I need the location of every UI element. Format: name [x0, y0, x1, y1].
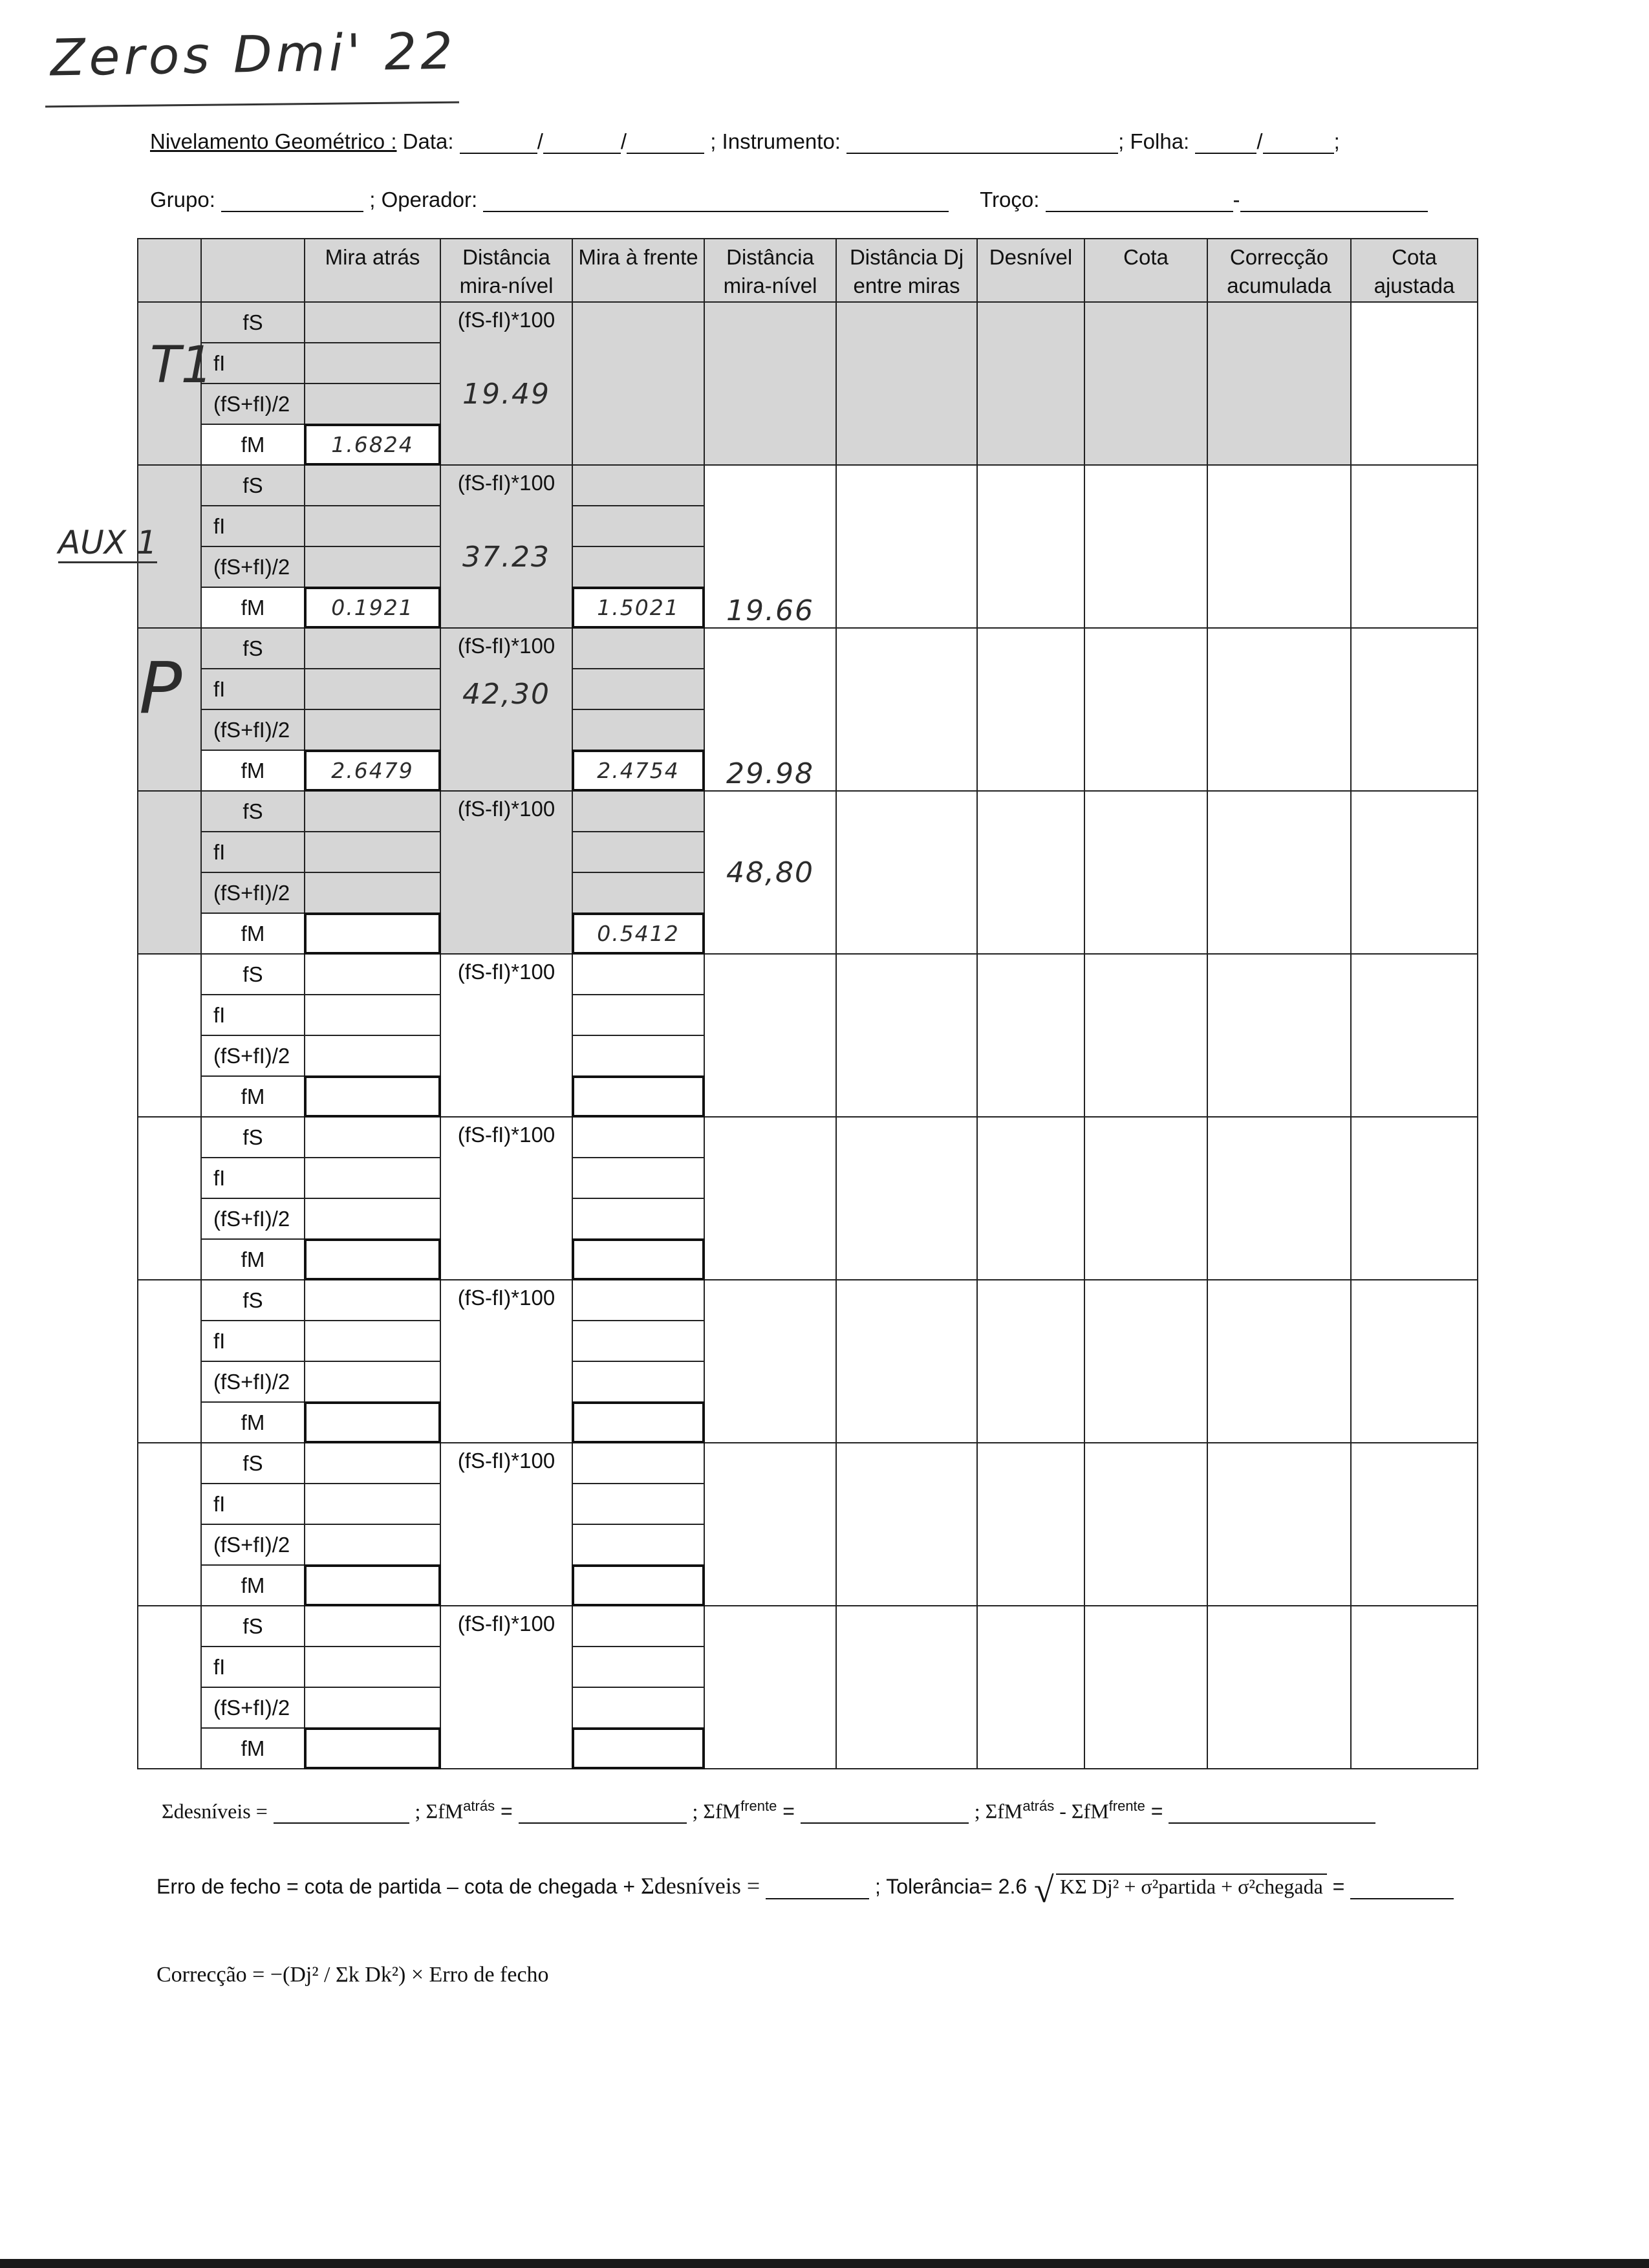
- row-label: fS: [201, 791, 305, 832]
- row-label: fS: [201, 465, 305, 506]
- header-line-1: [150, 129, 1340, 154]
- sum-diff-field[interactable]: [1169, 1803, 1375, 1824]
- row-label: fI: [201, 1484, 305, 1524]
- cota-cell[interactable]: [1084, 465, 1207, 628]
- cota-cell[interactable]: [1084, 1443, 1207, 1606]
- date-year-field[interactable]: [627, 133, 704, 154]
- header-blank-1: [138, 239, 201, 302]
- dist-formula: (fS-fI)*100: [457, 797, 555, 821]
- mira-atras-cell[interactable]: [305, 302, 440, 343]
- desnivel-cell[interactable]: [977, 954, 1084, 1117]
- dist-back-cell[interactable]: [440, 465, 572, 628]
- header-line-2: [150, 188, 1428, 212]
- row-label: fM: [201, 1565, 305, 1606]
- diff-minus-label: - ΣfM: [1054, 1799, 1109, 1823]
- sum-desniveis-label: Σdesníveis =: [162, 1799, 268, 1823]
- sum-desniveis2-field[interactable]: [766, 1879, 869, 1899]
- instrumento-label: ; Instrumento:: [710, 129, 841, 153]
- dist-back-cell[interactable]: [440, 1443, 572, 1606]
- eq-3: =: [1150, 1799, 1163, 1823]
- operador-field[interactable]: [483, 191, 949, 212]
- dist-fwd-value: 48,80: [726, 856, 814, 889]
- eq-1: =: [500, 1799, 513, 1823]
- mira-frente-fm-cell[interactable]: [572, 1728, 704, 1769]
- mira-atras-fm-cell[interactable]: [305, 1402, 440, 1443]
- troco-start-field[interactable]: [1046, 191, 1233, 212]
- sum-desniveis-field[interactable]: [274, 1803, 409, 1824]
- mira-frente-cell[interactable]: [572, 1443, 704, 1484]
- desnivel-cell[interactable]: [977, 628, 1084, 791]
- row-label: fS: [201, 302, 305, 343]
- row-label: fI: [201, 1158, 305, 1198]
- dist-formula: (fS-fI)*100: [457, 1286, 555, 1310]
- header-correccao: Correcção acumulada: [1207, 239, 1351, 302]
- troco-label: Troço:: [980, 188, 1040, 211]
- station-cell[interactable]: [138, 1117, 201, 1280]
- correccao-cell[interactable]: [1207, 1606, 1351, 1769]
- mira-frente-fm-cell[interactable]: [572, 1076, 704, 1117]
- sum-fm-atras-field[interactable]: [519, 1803, 687, 1824]
- correccao-cell[interactable]: [1207, 1443, 1351, 1606]
- header-dist-fwd: Distância mira-nível: [704, 239, 836, 302]
- row-label: fS: [201, 628, 305, 669]
- row-label: (fS+fI)/2: [201, 383, 305, 424]
- desnivel-cell[interactable]: [977, 1117, 1084, 1280]
- row-label: fM: [201, 424, 305, 465]
- dist-fwd-cell[interactable]: [704, 465, 836, 628]
- mira-atras-cell[interactable]: [305, 465, 440, 506]
- mira-frente-cell[interactable]: [572, 791, 704, 832]
- mira-frente-cell[interactable]: [572, 1687, 704, 1728]
- header-desnivel: Desnível: [977, 239, 1084, 302]
- diff-frente-sup: frente: [1108, 1798, 1145, 1814]
- row-label: fI: [201, 506, 305, 546]
- station-cell[interactable]: [138, 791, 201, 954]
- folha-sep: /: [1256, 129, 1263, 153]
- mira-frente-cell[interactable]: [572, 954, 704, 995]
- cota-ajustada-cell[interactable]: [1351, 465, 1478, 628]
- data-label: Data:: [402, 129, 454, 153]
- mira-frente-cell[interactable]: [572, 628, 704, 669]
- mira-atras-cell[interactable]: [305, 709, 440, 750]
- header-dist-dj: Distância Dj entre miras: [836, 239, 977, 302]
- mira-atras-fm-cell[interactable]: 2.6479: [305, 750, 440, 791]
- row-label: fM: [201, 750, 305, 791]
- dist-back-cell[interactable]: [440, 302, 572, 465]
- mira-atras-cell[interactable]: [305, 995, 440, 1035]
- mira-frente-cell[interactable]: [572, 302, 704, 465]
- folha-end: ;: [1333, 129, 1340, 153]
- dist-back-value: 37.23: [462, 541, 550, 574]
- row-label: (fS+fI)/2: [201, 1198, 305, 1239]
- mira-atras-cell[interactable]: [305, 1198, 440, 1239]
- mira-atras-cell[interactable]: [305, 791, 440, 832]
- dist-fwd-cell[interactable]: [704, 302, 836, 465]
- mira-frente-cell[interactable]: [572, 709, 704, 750]
- mira-atras-fm-cell[interactable]: 1.6824: [305, 424, 440, 465]
- mira-atras-cell[interactable]: [305, 1117, 440, 1158]
- row-label: fS: [201, 954, 305, 995]
- mira-atras-cell[interactable]: [305, 872, 440, 913]
- mira-frente-cell[interactable]: [572, 872, 704, 913]
- desnivel-cell[interactable]: [977, 465, 1084, 628]
- dist-formula: (fS-fI)*100: [457, 308, 555, 332]
- dist-back-cell[interactable]: [440, 1606, 572, 1769]
- table-row: [138, 791, 1478, 832]
- dist-fwd-value: 29.98: [726, 757, 814, 790]
- sum-fm-frente-field[interactable]: [801, 1803, 969, 1824]
- tolerancia-label: ; Tolerância= 2.6: [875, 1875, 1028, 1898]
- row-label: (fS+fI)/2: [201, 872, 305, 913]
- table-row: [138, 302, 1478, 343]
- row-label: fS: [201, 1606, 305, 1647]
- cota-ajustada-cell[interactable]: [1351, 628, 1478, 791]
- correccao-cell[interactable]: [1207, 791, 1351, 954]
- mira-atras-cell[interactable]: [305, 1687, 440, 1728]
- sum-diff-label: ; ΣfM: [974, 1799, 1023, 1823]
- tag-aux1: AUX 1: [58, 524, 157, 563]
- cota-cell[interactable]: [1084, 628, 1207, 791]
- header-blank-2: [201, 239, 305, 302]
- mira-atras-cell[interactable]: [305, 1035, 440, 1076]
- dist-back-value: 42,30: [462, 678, 550, 711]
- dist-fwd-cell[interactable]: [704, 954, 836, 1117]
- station-cell[interactable]: [138, 954, 201, 1117]
- form-title: Nivelamento Geométrico :: [150, 129, 397, 153]
- correccao-cell[interactable]: [1207, 1280, 1351, 1443]
- mira-frente-fm-cell[interactable]: [572, 1402, 704, 1443]
- mira-atras-cell[interactable]: [305, 1280, 440, 1321]
- dist-back-cell[interactable]: [440, 628, 572, 791]
- dist-formula: (fS-fI)*100: [457, 1123, 555, 1147]
- handwritten-title: Zeros Dmi' 22: [50, 22, 457, 88]
- row-label: (fS+fI)/2: [201, 546, 305, 587]
- tag-p: P: [139, 647, 182, 729]
- dist-dj-cell[interactable]: [836, 465, 977, 628]
- dist-formula: (fS-fI)*100: [457, 1449, 555, 1473]
- row-label: fM: [201, 1239, 305, 1280]
- dist-fwd-cell[interactable]: [704, 1443, 836, 1606]
- mira-frente-cell[interactable]: [572, 1524, 704, 1565]
- instrumento-field[interactable]: [846, 133, 1118, 154]
- table-row: [138, 465, 1478, 506]
- mira-frente-fm-cell[interactable]: [572, 1565, 704, 1606]
- cota-ajustada-cell[interactable]: [1351, 302, 1478, 465]
- correccao-cell[interactable]: [1207, 302, 1351, 465]
- row-label: fI: [201, 1321, 305, 1361]
- footer-correccao: [156, 1963, 549, 1987]
- dist-dj-cell[interactable]: [836, 628, 977, 791]
- mira-atras-cell[interactable]: [305, 546, 440, 587]
- folha-label: ; Folha:: [1118, 129, 1190, 153]
- table-row: [138, 1443, 1478, 1484]
- table-row: [138, 954, 1478, 995]
- table-row: [138, 1606, 1478, 1647]
- mira-atras-cell[interactable]: [305, 506, 440, 546]
- cota-cell[interactable]: [1084, 954, 1207, 1117]
- mira-frente-cell[interactable]: [572, 1280, 704, 1321]
- station-cell[interactable]: [138, 1280, 201, 1443]
- desnivel-cell[interactable]: [977, 1606, 1084, 1769]
- mira-atras-cell[interactable]: [305, 1484, 440, 1524]
- mira-frente-cell[interactable]: [572, 1606, 704, 1647]
- row-label: fS: [201, 1443, 305, 1484]
- table-row: [138, 628, 1478, 669]
- cota-cell[interactable]: [1084, 302, 1207, 465]
- diff-atras-sup: atrás: [1022, 1798, 1055, 1814]
- mira-frente-cell[interactable]: [572, 832, 704, 872]
- dist-back-cell[interactable]: [440, 1117, 572, 1280]
- header-cota-ajustada: Cota ajustada: [1351, 239, 1478, 302]
- dist-dj-cell[interactable]: [836, 1280, 977, 1443]
- mira-frente-cell[interactable]: [572, 1321, 704, 1361]
- mira-frente-cell[interactable]: [572, 1117, 704, 1158]
- date-day-field[interactable]: [460, 133, 537, 154]
- row-label: fI: [201, 669, 305, 709]
- eq-4: =: [1332, 1875, 1345, 1898]
- cota-ajustada-cell[interactable]: [1351, 954, 1478, 1117]
- row-label: fM: [201, 913, 305, 954]
- mira-atras-cell[interactable]: [305, 1361, 440, 1402]
- row-label: fI: [201, 343, 305, 383]
- desnivel-cell[interactable]: [977, 1280, 1084, 1443]
- erro-label: Erro de fecho = cota de partida – cota de chegada +: [156, 1875, 636, 1898]
- dist-back-value: 19.49: [462, 378, 550, 411]
- row-label: fS: [201, 1280, 305, 1321]
- mira-atras-cell[interactable]: [305, 669, 440, 709]
- tolerancia-expr: √ KΣ Dj² + σ²partida + σ²chegada: [1056, 1874, 1327, 1899]
- row-label: fI: [201, 1647, 305, 1687]
- mira-atras-cell[interactable]: [305, 1524, 440, 1565]
- scan-edge: [0, 2259, 1649, 2268]
- mira-atras-cell[interactable]: [305, 1443, 440, 1484]
- dist-fwd-cell[interactable]: [704, 1606, 836, 1769]
- mira-frente-fm-cell[interactable]: 2.4754: [572, 750, 704, 791]
- mira-atras-fm-cell[interactable]: [305, 1076, 440, 1117]
- mira-frente-cell[interactable]: [572, 546, 704, 587]
- mira-frente-cell[interactable]: [572, 465, 704, 506]
- tolerancia-field[interactable]: [1350, 1879, 1454, 1899]
- mira-atras-cell[interactable]: [305, 1606, 440, 1647]
- cota-cell[interactable]: [1084, 1606, 1207, 1769]
- row-label: fM: [201, 1402, 305, 1443]
- header-cota: Cota: [1084, 239, 1207, 302]
- dist-dj-cell[interactable]: [836, 1443, 977, 1606]
- mira-frente-cell[interactable]: [572, 506, 704, 546]
- dist-formula: (fS-fI)*100: [457, 634, 555, 658]
- sum-fm-frente-label: ; ΣfM: [692, 1799, 741, 1823]
- mira-atras-cell[interactable]: [305, 628, 440, 669]
- correccao-cell[interactable]: [1207, 465, 1351, 628]
- header-mira-atras: Mira atrás: [305, 239, 440, 302]
- header-dist-back: Distância mira-nível: [440, 239, 572, 302]
- table-body: [138, 302, 1478, 1769]
- tag-t1: T1: [150, 336, 213, 394]
- levelling-table: [137, 238, 1478, 1769]
- mira-atras-cell[interactable]: [305, 343, 440, 383]
- mira-frente-cell[interactable]: [572, 1647, 704, 1687]
- station-cell[interactable]: [138, 1606, 201, 1769]
- title-underline: [45, 102, 459, 108]
- mira-atras-fm-cell[interactable]: 0.1921: [305, 587, 440, 628]
- dist-fwd-value: 19.66: [726, 594, 814, 627]
- cota-cell[interactable]: [1084, 1117, 1207, 1280]
- correccao-formula: Correcção = −(Dj² / Σk Dk²) × Erro de fecho: [156, 1963, 549, 1987]
- row-label: fI: [201, 995, 305, 1035]
- dist-formula: (fS-fI)*100: [457, 960, 555, 984]
- dist-formula: (fS-fI)*100: [457, 1612, 555, 1636]
- dist-dj-cell[interactable]: [836, 302, 977, 465]
- correccao-cell[interactable]: [1207, 954, 1351, 1117]
- dist-dj-cell[interactable]: [836, 791, 977, 954]
- dist-formula: (fS-fI)*100: [457, 471, 555, 495]
- troco-sep: -: [1233, 188, 1240, 211]
- cota-cell[interactable]: [1084, 1280, 1207, 1443]
- cota-ajustada-cell[interactable]: [1351, 791, 1478, 954]
- cota-ajustada-cell[interactable]: [1351, 1280, 1478, 1443]
- row-label: (fS+fI)/2: [201, 1361, 305, 1402]
- correccao-cell[interactable]: [1207, 628, 1351, 791]
- grupo-label: Grupo:: [150, 188, 215, 211]
- mira-frente-cell[interactable]: [572, 1484, 704, 1524]
- mira-frente-cell[interactable]: [572, 669, 704, 709]
- cota-ajustada-cell[interactable]: [1351, 1443, 1478, 1606]
- cota-cell[interactable]: [1084, 791, 1207, 954]
- mira-atras-fm-cell[interactable]: [305, 913, 440, 954]
- dist-back-cell[interactable]: [440, 791, 572, 954]
- mira-atras-fm-cell[interactable]: [305, 1728, 440, 1769]
- mira-atras-cell[interactable]: [305, 1321, 440, 1361]
- mira-frente-fm-cell[interactable]: 1.5021: [572, 587, 704, 628]
- row-label: fM: [201, 1076, 305, 1117]
- desnivel-cell[interactable]: [977, 1443, 1084, 1606]
- cota-ajustada-cell[interactable]: [1351, 1606, 1478, 1769]
- table-row: [138, 1280, 1478, 1321]
- footer-erro: [156, 1872, 1454, 1899]
- operador-label: ; Operador:: [369, 188, 478, 211]
- dist-fwd-cell[interactable]: [704, 791, 836, 954]
- mira-atras-cell[interactable]: [305, 383, 440, 424]
- mira-frente-cell[interactable]: [572, 1198, 704, 1239]
- row-label: fM: [201, 1728, 305, 1769]
- header-mira-frente: Mira à frente: [572, 239, 704, 302]
- date-month-field[interactable]: [543, 133, 621, 154]
- mira-atras-cell[interactable]: [305, 1647, 440, 1687]
- mira-frente-cell[interactable]: [572, 1361, 704, 1402]
- date-sep-1: /: [537, 129, 543, 153]
- eq-2: =: [782, 1799, 795, 1823]
- row-label: (fS+fI)/2: [201, 1035, 305, 1076]
- dist-fwd-cell[interactable]: [704, 1117, 836, 1280]
- mira-atras-cell[interactable]: [305, 954, 440, 995]
- dist-back-cell[interactable]: [440, 954, 572, 1117]
- dist-back-cell[interactable]: [440, 1280, 572, 1443]
- mira-frente-cell[interactable]: [572, 995, 704, 1035]
- mira-frente-fm-cell[interactable]: 0.5412: [572, 913, 704, 954]
- row-label: fS: [201, 1117, 305, 1158]
- sum-desniveis2-label: Σdesníveis =: [640, 1873, 760, 1899]
- troco-end-field[interactable]: [1240, 191, 1428, 212]
- date-sep-2: /: [620, 129, 627, 153]
- table-header-row: [138, 239, 1478, 302]
- mira-atras-fm-cell[interactable]: [305, 1565, 440, 1606]
- dist-dj-cell[interactable]: [836, 1117, 977, 1280]
- mira-frente-cell[interactable]: [572, 1158, 704, 1198]
- dist-fwd-cell[interactable]: [704, 1280, 836, 1443]
- desnivel-cell[interactable]: [977, 302, 1084, 465]
- station-cell[interactable]: [138, 1443, 201, 1606]
- mira-atras-cell[interactable]: [305, 832, 440, 872]
- dist-fwd-cell[interactable]: [704, 628, 836, 791]
- footer-sums: [162, 1798, 1375, 1824]
- dist-dj-cell[interactable]: [836, 1606, 977, 1769]
- row-label: (fS+fI)/2: [201, 1687, 305, 1728]
- mira-atras-cell[interactable]: [305, 1158, 440, 1198]
- desnivel-cell[interactable]: [977, 791, 1084, 954]
- row-label: fI: [201, 832, 305, 872]
- folha-total-field[interactable]: [1263, 133, 1334, 154]
- row-label: (fS+fI)/2: [201, 1524, 305, 1565]
- dist-dj-cell[interactable]: [836, 954, 977, 1117]
- mira-atras-fm-cell[interactable]: [305, 1239, 440, 1280]
- frente-sup: frente: [740, 1798, 777, 1814]
- row-label: fM: [201, 587, 305, 628]
- folha-num-field[interactable]: [1195, 133, 1256, 154]
- atras-sup: atrás: [463, 1798, 495, 1814]
- correccao-cell[interactable]: [1207, 1117, 1351, 1280]
- sum-fm-atras-label: ; ΣfM: [415, 1799, 464, 1823]
- mira-frente-cell[interactable]: [572, 1035, 704, 1076]
- cota-ajustada-cell[interactable]: [1351, 1117, 1478, 1280]
- mira-frente-fm-cell[interactable]: [572, 1239, 704, 1280]
- grupo-field[interactable]: [221, 191, 363, 212]
- table-row: [138, 1117, 1478, 1158]
- row-label: (fS+fI)/2: [201, 709, 305, 750]
